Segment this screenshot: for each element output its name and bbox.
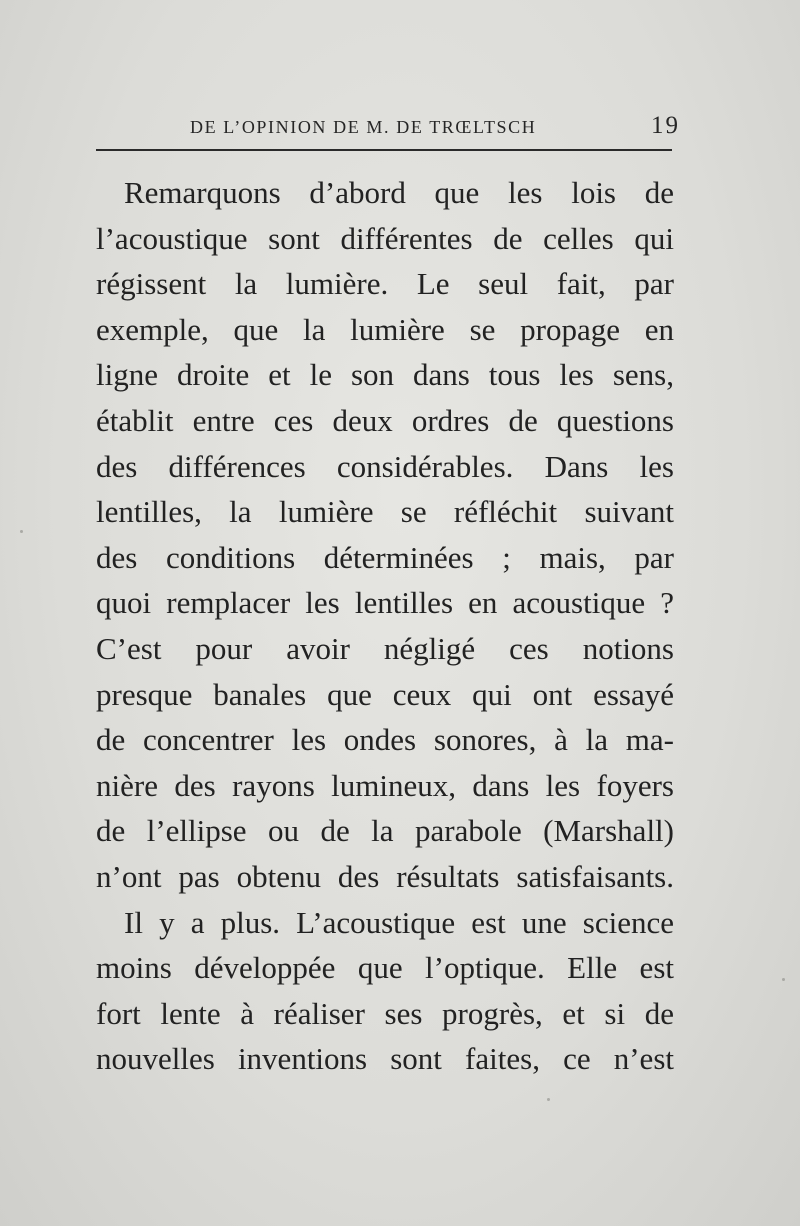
text-line: moins développée que l’optique. Elle est — [96, 950, 674, 986]
text-line: ligne droite et le son dans tous les sens, — [96, 357, 674, 393]
text-line: lentilles, la lumière se réfléchit suivant — [96, 494, 674, 530]
running-header — [190, 112, 680, 142]
text-line: quoi remplacer les lentilles en acoustique ? — [96, 585, 674, 621]
text-line: régissent la lumière. Le seul fait, par — [96, 266, 674, 302]
text-line: nière des rayons lumineux, dans les foyers — [96, 767, 674, 803]
running-title: DE L’OPINION DE M. DE TRŒLTSCH — [190, 117, 537, 137]
text-line: C’est pour avoir négligé ces notions — [96, 630, 674, 666]
paper-speck — [20, 530, 23, 533]
text-line: presque banales que ceux qui ont essayé — [96, 676, 674, 712]
text-line: de l’ellipse ou de la parabole (Marshall) — [96, 813, 674, 849]
text-line: n’ont pas obtenu des résultats satisfaisants. — [96, 858, 674, 894]
page-number: 19 — [651, 112, 680, 139]
paper-speck — [782, 978, 785, 981]
text-line: nouvelles inventions sont faites, ce n’est — [96, 1041, 674, 1077]
body-text — [96, 170, 674, 1082]
text-line: Il y a plus. L’acoustique est une science — [124, 904, 674, 940]
text-line: de concentrer les ondes sonores, à la ma- — [96, 722, 674, 758]
text-line: exemple, que la lumière se propage en — [96, 311, 674, 347]
text-line: l’acoustique sont différentes de celles qui — [96, 220, 674, 256]
text-line: Remarquons d’abord que les lois de — [124, 175, 674, 210]
paper-speck — [547, 1098, 550, 1101]
text-line: fort lente à réaliser ses progrès, et si de — [96, 995, 674, 1031]
header-rule — [96, 149, 672, 151]
text-line: des conditions déterminées ; mais, par — [96, 539, 674, 575]
text-line: des différences considérables. Dans les — [96, 448, 674, 484]
text-line: établit entre ces deux ordres de questions — [96, 402, 674, 438]
